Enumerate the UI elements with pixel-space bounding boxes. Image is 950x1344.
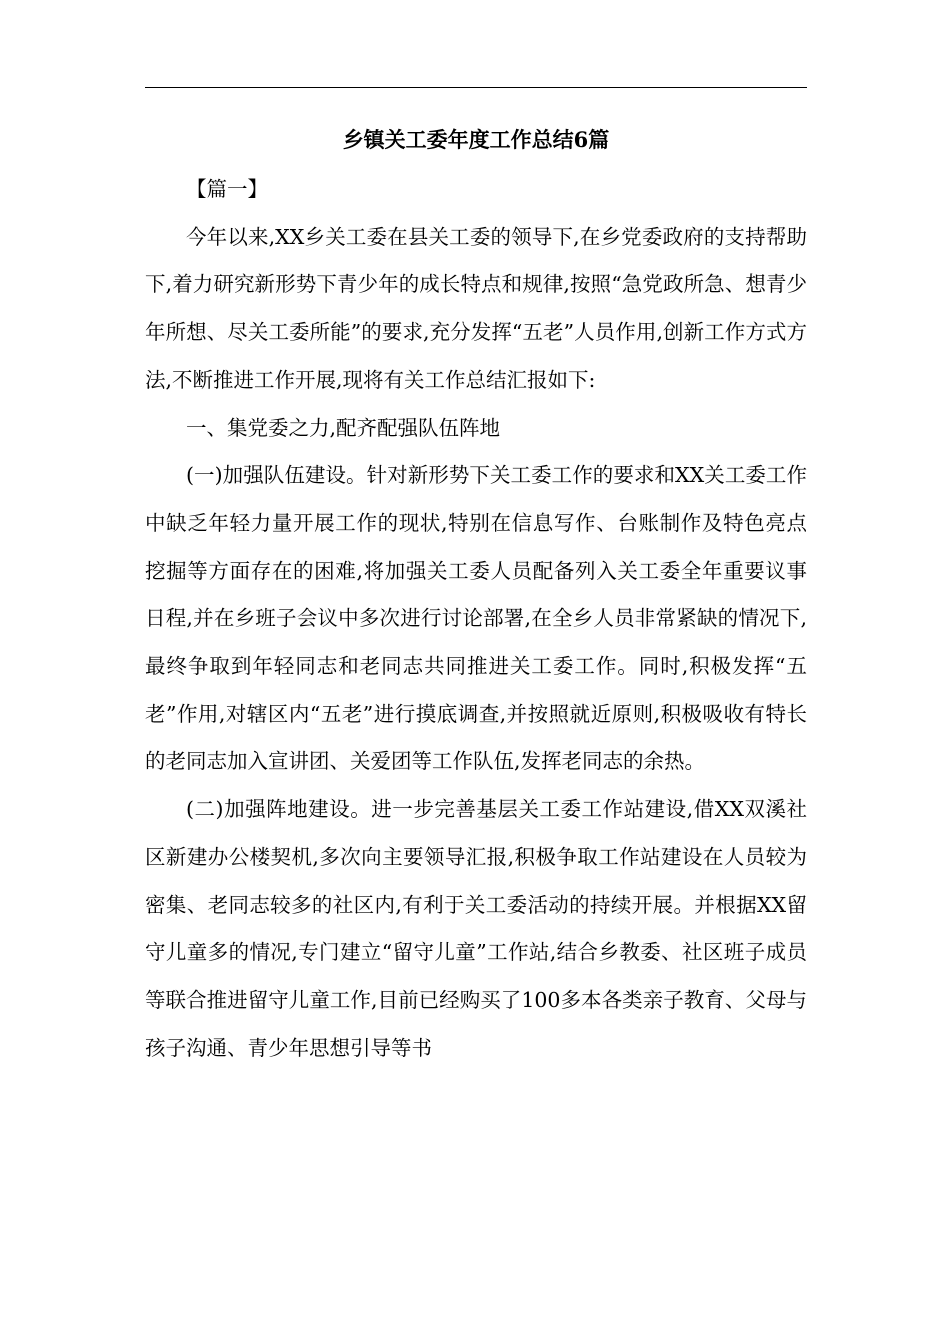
document-body [145,166,807,1072]
header-rule [145,87,807,88]
heading-section-one: 一、集党委之力,配齐配强队伍阵地 [186,415,501,440]
paragraph-team-building: (一)加强队伍建设。针对新形势下关工委工作的要求和XX关工委工作中缺乏年轻力量开展工作的现状,特别在信息写作、台账制作及特色亮点挖掘等方面存在的困难,将加强关工委人员配备列入关工委全年重要议事日程,并在乡班子会议中多次进行讨论部署,在全乡人员非常紧缺的情况下,最终争取到年轻同志和老同志共同推进关工委工作。同时,积极发挥“五老”作用,对辖区内“五老”进行摸底调查,并按照就近原则,积极吸收有特长的老同志加入宣讲团、关爱团等工作队伍,发挥老同志的余热。 [145,463,807,774]
paragraph-intro: 今年以来,XX乡关工委在县关工委的领导下,在乡党委政府的支持帮助下,着力研究新形势下青少年的成长特点和规律,按照“急党政所急、想青少年所想、尽关工委所能”的要求,充分发挥“五老”人员作用,创新工作方式方法,不断推进工作开展,现将有关工作总结汇报如下: [145,224,807,392]
paragraph-base-building: (二)加强阵地建设。进一步完善基层关工委工作站建设,借XX双溪社区新建办公楼契机,多次向主要领导汇报,积极争取工作站建设在人员较为密集、老同志较多的社区内,有利于关工委活动的持续开展。并根据XX留守儿童多的情况,专门建立“留守儿童”工作站,结合乡教委、社区班子成员等联合推进留守儿童工作,目前已经购买了100多本各类亲子教育、父母与孩子沟通、青少年思想引导等书 [145,797,807,1060]
section-label: 【篇一】 [186,177,268,201]
document-title: 乡镇关工委年度工作总结6篇 [342,127,610,152]
